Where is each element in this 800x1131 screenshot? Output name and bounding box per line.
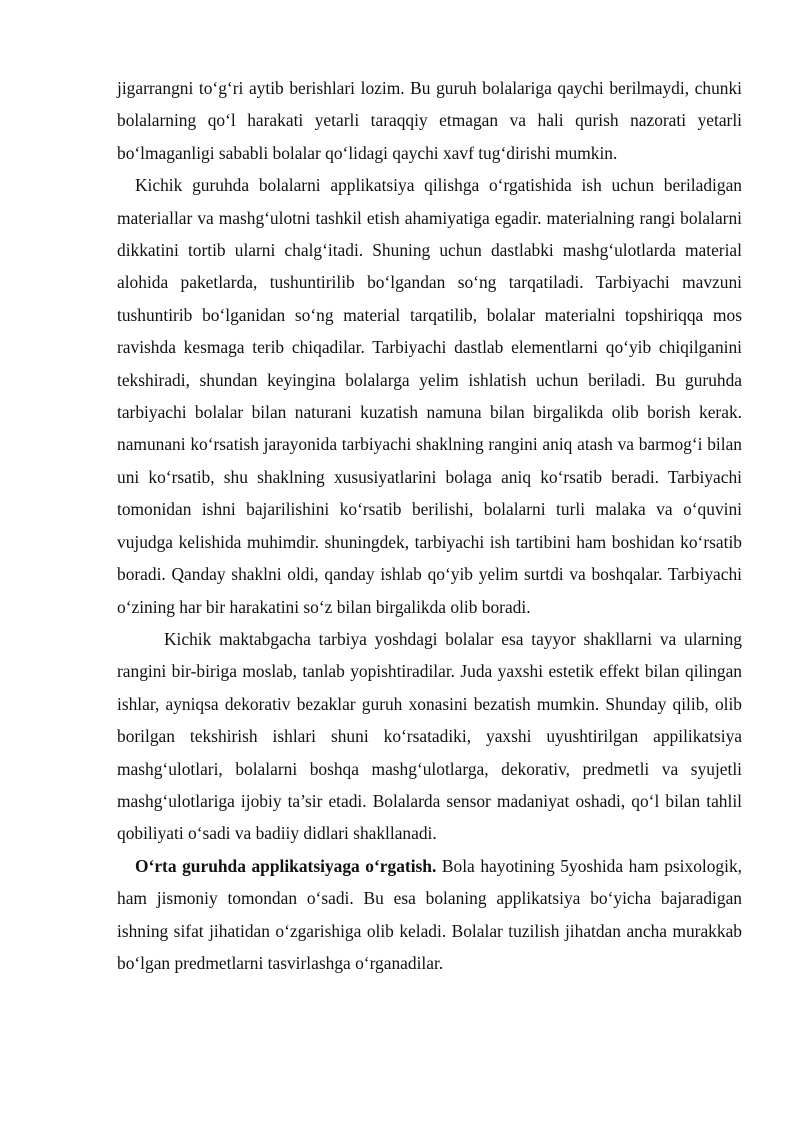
paragraph-4 <box>117 850 742 980</box>
paragraph-1: jigarrangni to‘g‘ri aytib berishlari lozim. Bu guruh bolalariga qaychi berilmaydi, chunki bolalarning qo‘l harakati yetarli taraqqiy etmagan va hali qurish nazorati yetarli bo‘lmaganligi sababli bolalar qo‘lidagi qaychi xavf tug‘dirishi mumkin. <box>117 78 742 163</box>
section-heading: O‘rta guruhda applikatsiyaga o‘rgatish. <box>135 855 437 876</box>
paragraph-3: Kichik maktabgacha tarbiya yoshdagi bolalar esa tayyor shakllarni va ularning rangini bir-biriga moslab, tanlab yopishtiradilar. Juda yaxshi estetik effekt bilan qilingan ishlar, ayniqsa dekorativ bezaklar guruh xonasini bezatish mumkin. Shunday qilib, olib borilgan tekshirish ishlari shuni ko‘rsatadiki, yaxshi uyushtirilgan appilikatsiya mashg‘ulotlari, bolalarni boshqa mashg‘ulotlarga, dekorativ, predmetli va syujetli mashg‘ulotlariga ijobiy ta’sir etadi. Bolalarda sensor madaniyat oshadi, qo‘l bilan tahlil qobiliyati o‘sadi va badiiy didlari shakllanadi. <box>117 628 742 844</box>
paragraph-4-text: Bola hayotining 5yoshida ham psixologik, ham jismoniy tomondan o‘sadi. Bu esa bolaning applikatsiya bo‘yicha bajaradigan ishning sifat jihatidan o‘zgarishiga olib keladi. Bolalar tuzilish jihatdan ancha murakkab bo‘lgan predmetlarni tasvirlashga o‘rganadilar. <box>117 855 742 973</box>
paragraph-2: Kichik guruhda bolalarni applikatsiya qilishga o‘rgatishida ish uchun beriladigan materiallar va mashg‘ulotni tashkil etish ahamiyatiga egadir. materialning rangi bolalarni dikkatini tortib ularni chalg‘itadi. Shuning uchun dastlabki mashg‘ulotlarda material alohida paketlarda, tushuntirilib bo‘lgandan so‘ng tarqatiladi. Tarbiyachi mavzuni tushuntirib bo‘lganidan so‘ng material tarqatilib, bolalar materialni topshiriqqa mos ravishda kesmaga terib chiqadilar. Tarbiyachi dastlab elementlarni qo‘yib chiqilganini tekshiradi, shundan keyingina bolalarga yelim ishlatish uchun beriladi. Bu guruhda tarbiyachi bolalar bilan naturani kuzatish namuna bilan birgalikda olib borish kerak. namunani ko‘rsatish jarayonida tarbiyachi shaklning rangini aniq atash va barmog‘i bilan uni ko‘rsatib, shu shaklning xususiyatlarini bolaga aniq ko‘rsatib beradi. Tarbiyachi tomonidan ishni bajarilishini ko‘rsatib berilishi, bolalarni turli malaka va o‘quvini vujudga kelishida muhimdir. shuningdek, tarbiyachi ish tartibini ham boshidan ko‘rsatib boradi. Qanday shaklni oldi, qanday ishlab qo‘yib yelim surtdi va boshqalar. Tarbiyachi o‘zining har bir harakatini so‘z bilan birgalikda olib boradi. <box>117 175 742 617</box>
document-page <box>117 72 742 979</box>
